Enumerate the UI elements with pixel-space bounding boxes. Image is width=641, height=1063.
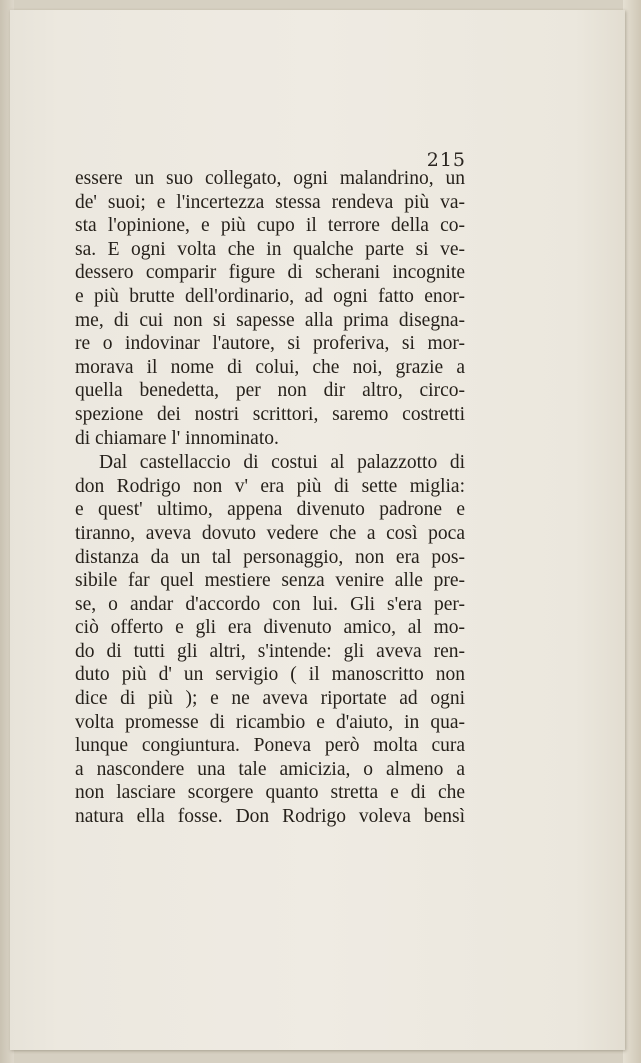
text-line: dessero comparir figure di scherani incognite (75, 262, 465, 284)
text-line: duto più d' un servigio ( il manoscritto non (75, 664, 465, 686)
text-line: sibile far quel mestiere senza venire alle pre- (75, 570, 465, 592)
text-line: volta promesse di ricambio e d'aiuto, in qua- (75, 711, 465, 733)
text-line: me, di cui non si sapesse alla prima disegna- (75, 309, 465, 331)
text-line: a nascondere una tale amicizia, o almeno a (75, 758, 465, 780)
page-number: 215 (426, 149, 466, 171)
text-line: ciò offerto e gli era divenuto amico, al mo- (75, 617, 465, 639)
text-line: e più brutte dell'ordinario, ad ogni fatto enor- (75, 285, 465, 307)
text-line: morava il nome di colui, che noi, grazie a (75, 356, 465, 378)
paragraph-1 (75, 167, 465, 450)
text-line: non lasciare scorgere quanto stretta e di che (75, 782, 465, 804)
text-line: e quest' ultimo, appena divenuto padrone e (75, 499, 465, 521)
text-line: de' suoi; e l'incertezza stessa rendeva più va- (75, 191, 465, 213)
text-line: sa. E ogni volta che in qualche parte si ve- (75, 238, 465, 260)
text-line: don Rodrigo non v' era più di sette miglia: (75, 475, 465, 497)
paragraph-2 (75, 451, 465, 829)
text-line: di chiamare l' innominato. (75, 427, 279, 449)
page-stack-edge (623, 0, 641, 1063)
text-line: natura ella fosse. Don Rodrigo voleva bensì (75, 806, 465, 828)
text-line: dice di più ); e ne aveva riportate ad ogni (75, 688, 465, 710)
text-line: re o indovinar l'autore, si proferiva, si mor- (75, 333, 465, 355)
text-line: quella benedetta, per non dir altro, circo- (75, 380, 465, 402)
text-line: spezione dei nostri scrittori, saremo costretti (75, 403, 465, 425)
text-line: se, o andar d'accordo con lui. Gli s'era per- (75, 593, 465, 615)
text-line: sta l'opinione, e più cupo il terrore della co- (75, 215, 465, 237)
text-line: tiranno, aveva dovuto vedere che a così poca (75, 522, 465, 544)
text-line: Dal castellaccio di costui al palazzotto di (99, 452, 465, 474)
text-line: distanza da un tal personaggio, non era pos- (75, 546, 465, 568)
text-line: lunque congiuntura. Poneva però molta cura (75, 735, 465, 757)
text-line: do di tutti gli altri, s'intende: gli aveva ren- (75, 640, 465, 662)
body-text (75, 167, 465, 829)
text-line: essere un suo collegato, ogni malandrino, un (75, 168, 465, 189)
